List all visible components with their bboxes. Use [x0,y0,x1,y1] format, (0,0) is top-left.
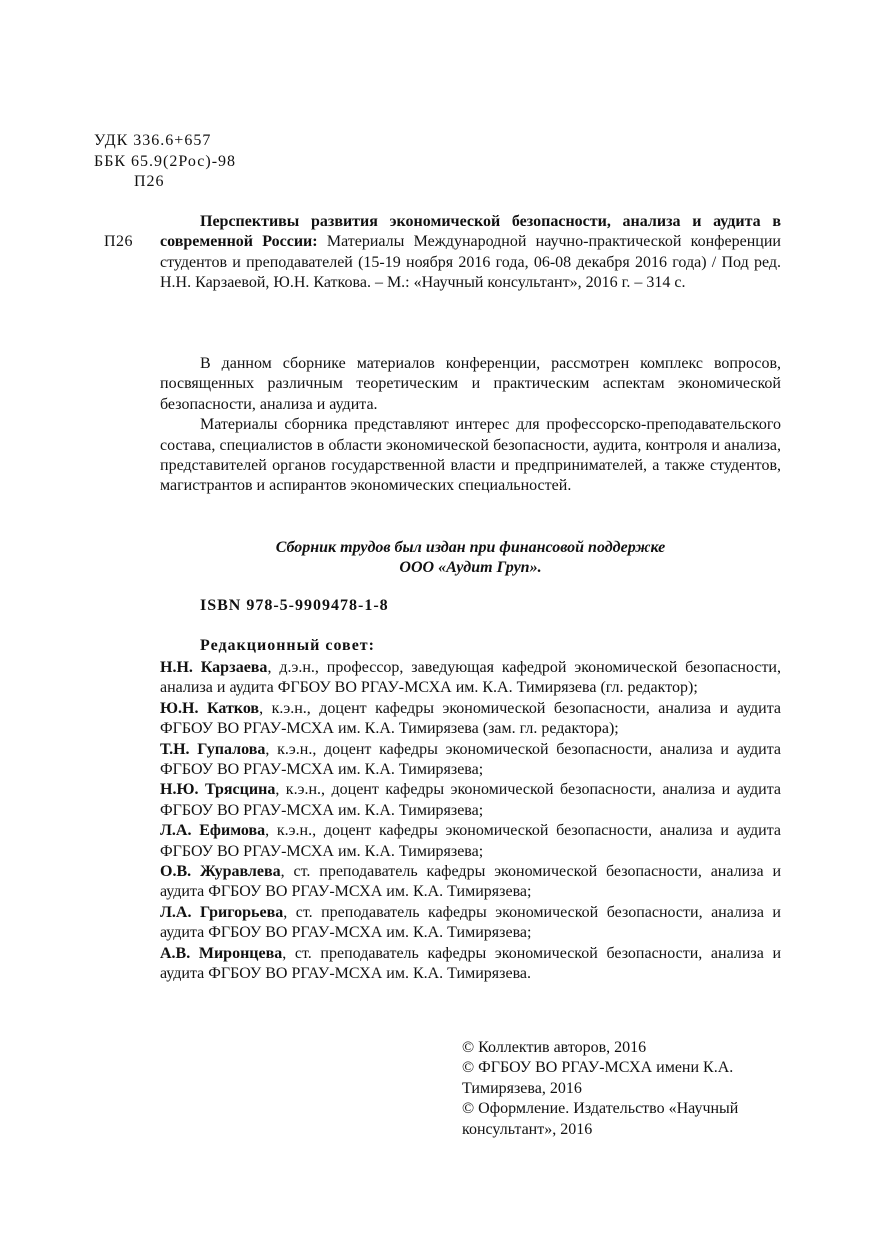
copyright-line: © Коллектив авторов, 2016 [462,1039,647,1056]
book-title: Перспективы развития экономической безопасности, анализа и аудита в современной России: [160,213,781,251]
board-member [160,903,781,944]
member-desc: , ст. преподаватель кафедры экономической безопасности, анализа и аудита ФГБОУ ВО РГАУ-МСХА им. К.А. Тимирязева; [160,863,782,901]
member-name: Н.Н. Карзаева [160,659,268,676]
copyright-block [462,1038,782,1140]
member-name: Т.Н. Гупалова [160,740,266,758]
sponsor-line: Сборник трудов был издан при финансовой поддержке [275,539,666,556]
member-name: Л.А. Ефимова [160,822,266,840]
board-member [160,780,781,821]
abstract [160,354,781,497]
isbn: ISBN 978-5-9909478-1-8 [200,597,389,614]
member-name: А.В. Миронцева [160,944,283,962]
member-desc: , к.э.н., доцент кафедры экономической безопасности, анализа и аудита ФГБОУ ВО РГАУ-МСХА им. К.А. Тимирязева; [160,781,781,819]
copyright-line: © ФГБОУ ВО РГАУ-МСХА имени К.А. Тимирязева, 2016 [462,1059,734,1097]
library-code: П26 [104,233,134,250]
board-member [160,658,781,699]
book-details: Материалы Международной научно-практической конференции студентов и преподавателей (15-19 ноября 2016 года, 06-08 декабря 2016 года) / Под ред. Н.Н. Карзаевой, Ю.Н. Каткова. – М.: «Научный консультант», 2016 г. – 314 с. [160,233,781,292]
board-member [160,740,781,781]
board-member [160,944,781,985]
udk-code: УДК 336.6+657 [94,132,212,149]
member-desc: , ст. преподаватель кафедры экономической безопасности, анализа и аудита ФГБОУ ВО РГАУ-МСХА им. К.А. Тимирязева; [160,903,781,942]
member-desc: , к.э.н., доцент кафедры экономической безопасности, анализа и аудита ФГБОУ ВО РГАУ-МСХА им. К.А. Тимирязева (зам. гл. редактора); [160,699,781,738]
member-desc: , к.э.н., доцент кафедры экономической безопасности, анализа и аудита ФГБОУ ВО РГАУ-МСХА им. К.А. Тимирязева; [160,740,781,779]
abstract-paragraph: В данном сборнике материалов конференции, рассмотрен комплекс вопросов, посвященных различным теоретическим и практическим аспектам экономической безопасности, анализа и аудита. [160,355,781,413]
member-name: О.В. Журавлева [160,863,281,881]
classification-codes [94,131,236,193]
member-desc: , ст. преподаватель кафедры экономической безопасности, анализа и аудита ФГБОУ ВО РГАУ-МСХА им. К.А. Тимирязева. [160,944,781,983]
abstract-paragraph: Материалы сборника представляют интерес для профессорско-преподавательского состава, специалистов в области экономической безопасности, аудита, контроля и анализа, представителей органов государственной власти и предпринимателей, а также студентов, магистрантов и аспирантов экономических специальностей. [160,416,781,495]
author-mark: П26 [134,173,165,190]
board-member [160,821,781,862]
member-name: Н.Ю. Трясцина [160,781,276,799]
sponsor-note [160,538,781,579]
copyright-line: © Оформление. Издательство «Научный консультант», 2016 [462,1100,739,1138]
member-name: Ю.Н. Катков [160,699,260,717]
board-member [160,862,781,903]
bbk-code: ББК 65.9(2Рос)-98 [94,152,237,170]
editorial-board-title: Редакционный совет: [200,637,375,654]
member-desc: , к.э.н., доцент кафедры экономической безопасности, анализа и аудита ФГБОУ ВО РГАУ-МСХА им. К.А. Тимирязева; [160,822,781,860]
board-member [160,699,781,740]
sponsor-line: ООО «Аудит Груп». [399,559,542,577]
member-name: Л.А. Григорьева [160,903,284,921]
member-desc: , д.э.н., профессор, заведующая кафедрой экономической безопасности, анализа и аудита ФГБОУ ВО РГАУ-МСХА им. К.А. Тимирязева (гл. редактор); [160,659,781,697]
bibliographic-description [160,212,781,294]
editorial-board [160,658,781,985]
